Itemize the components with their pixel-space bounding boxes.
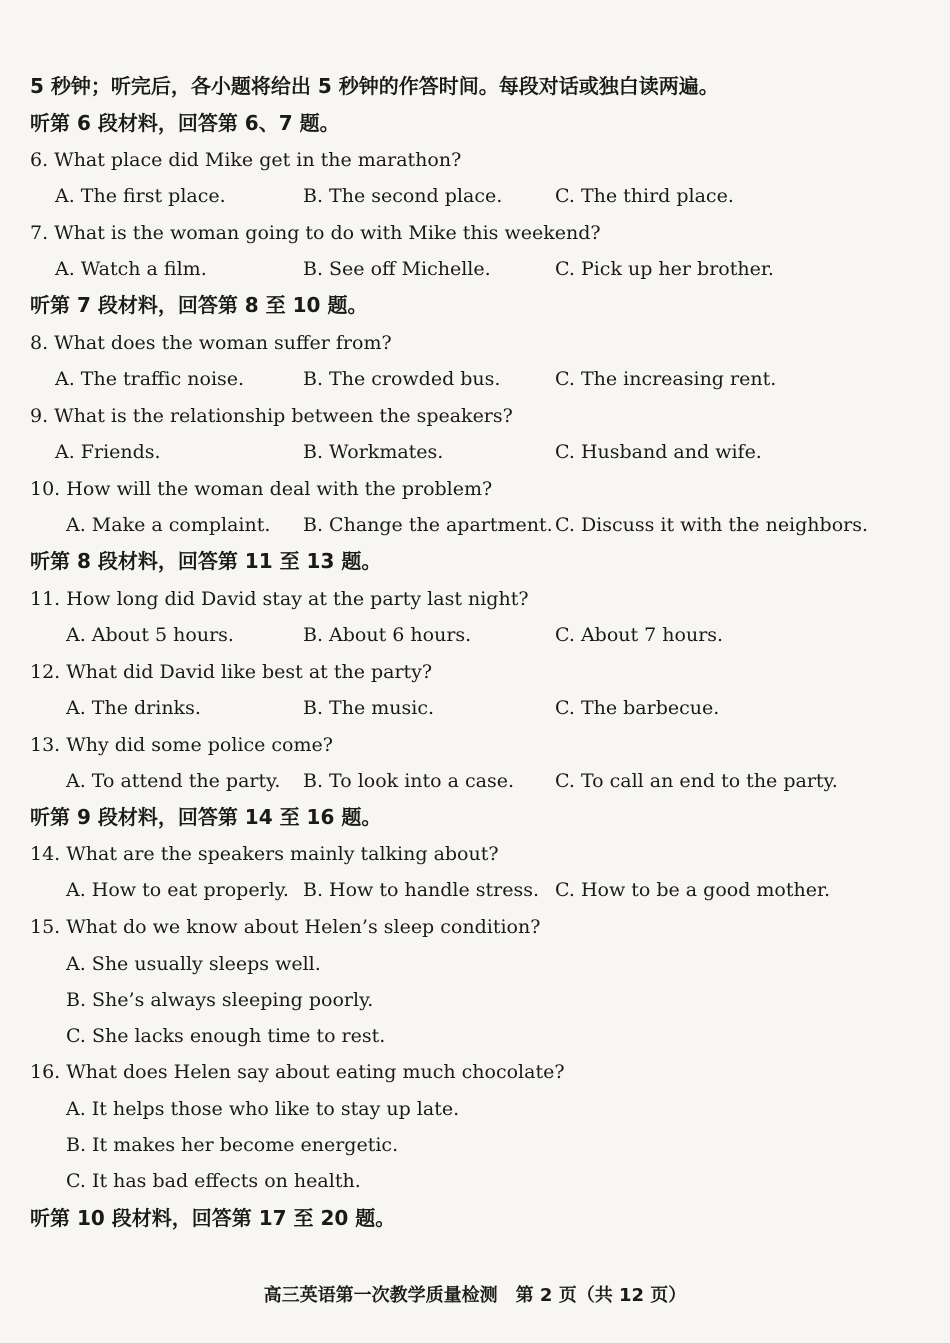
options-6 [0, 184, 950, 210]
question-8: 8. What does the woman suffer from? [30, 332, 392, 354]
option-c: C. The increasing rent. [555, 368, 777, 390]
instruction-text: 5 秒钟；听完后，各小题将给出 5 秒钟的作答时间。每段对话或独白读两遍。 [30, 74, 719, 98]
option-c: C. To call an end to the party. [555, 770, 838, 792]
question-12: 12. What did David like best at the party? [30, 661, 433, 683]
section-heading-8: 听第 8 段材料，回答第 11 至 13 题。 [30, 549, 382, 573]
option-b: B. The second place. [303, 185, 503, 207]
options-13 [0, 769, 950, 795]
option-a: A. Make a complaint. [66, 514, 271, 536]
question-15: 15. What do we know about Helen’s sleep condition? [30, 916, 541, 938]
option-b: B. How to handle stress. [303, 879, 540, 901]
option-c: C. She lacks enough time to rest. [66, 1025, 386, 1047]
page-footer: 高三英语第一次教学质量检测 第 2 页（共 12 页） [263, 1285, 687, 1306]
question-7: 7. What is the woman going to do with Mike this weekend? [30, 222, 601, 244]
option-b: B. Workmates. [303, 441, 444, 463]
option-b: B. Change the apartment. [303, 514, 553, 536]
option-c: C. Discuss it with the neighbors. [555, 514, 869, 536]
option-a: A. She usually sleeps well. [66, 953, 321, 975]
question-9: 9. What is the relationship between the speakers? [30, 405, 513, 427]
option-a: A. Watch a film. [55, 258, 207, 280]
option-c: C. The third place. [555, 185, 734, 207]
options-8 [0, 367, 950, 393]
section-heading-10: 听第 10 段材料，回答第 17 至 20 题。 [30, 1206, 396, 1230]
option-a: A. The first place. [55, 185, 226, 207]
option-a: A. How to eat properly. [66, 879, 289, 901]
options-14 [0, 878, 950, 904]
question-16: 16. What does Helen say about eating much chocolate? [30, 1061, 565, 1083]
options-7 [0, 257, 950, 283]
question-14: 14. What are the speakers mainly talking about? [30, 843, 499, 865]
option-a: A. The traffic noise. [55, 368, 245, 390]
option-b: B. To look into a case. [303, 770, 515, 792]
option-c: C. About 7 hours. [555, 624, 724, 646]
option-a: A. To attend the party. [66, 770, 281, 792]
section-heading-6: 听第 6 段材料，回答第 6、7 题。 [30, 111, 340, 135]
option-a: A. It helps those who like to stay up late. [66, 1098, 460, 1120]
option-b: B. See off Michelle. [303, 258, 491, 280]
options-12 [0, 696, 950, 722]
section-heading-7: 听第 7 段材料，回答第 8 至 10 题。 [30, 293, 368, 317]
option-c: C. The barbecue. [555, 697, 720, 719]
question-11: 11. How long did David stay at the party last night? [30, 588, 529, 610]
option-a: A. The drinks. [66, 697, 201, 719]
option-c: C. How to be a good mother. [555, 879, 831, 901]
question-6: 6. What place did Mike get in the marathon? [30, 149, 462, 171]
option-b: B. The music. [303, 697, 434, 719]
option-b: B. She’s always sleeping poorly. [66, 989, 374, 1011]
option-b: B. About 6 hours. [303, 624, 472, 646]
option-b: B. It makes her become energetic. [66, 1134, 399, 1156]
option-a: A. About 5 hours. [66, 624, 234, 646]
option-c: C. Husband and wife. [555, 441, 762, 463]
question-10: 10. How will the woman deal with the problem? [30, 478, 493, 500]
question-13: 13. Why did some police come? [30, 734, 333, 756]
options-10 [0, 513, 950, 539]
options-11 [0, 623, 950, 649]
option-a: A. Friends. [55, 441, 161, 463]
section-heading-9: 听第 9 段材料，回答第 14 至 16 题。 [30, 805, 382, 829]
option-c: C. Pick up her brother. [555, 258, 774, 280]
options-9 [0, 440, 950, 466]
option-b: B. The crowded bus. [303, 368, 501, 390]
option-c: C. It has bad effects on health. [66, 1170, 361, 1192]
